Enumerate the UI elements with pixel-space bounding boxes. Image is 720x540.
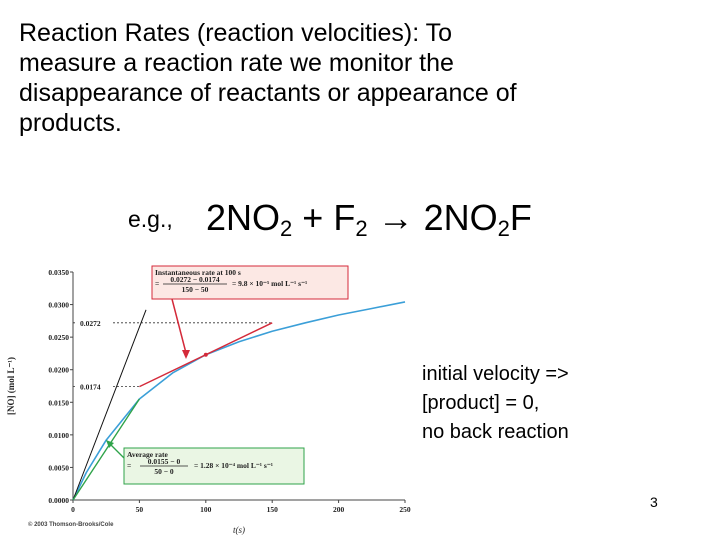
plus-sign: +	[292, 197, 334, 238]
reactant-1-subscript: 2	[280, 216, 293, 241]
y-tick-label: 0.0000	[48, 496, 69, 505]
y-tick-label: 0.0300	[48, 300, 69, 310]
average-rate-box-equals: =	[127, 461, 132, 470]
y-tick-label: 0.0150	[48, 398, 69, 408]
note-line: [product] = 0,	[422, 392, 540, 414]
reference-label: 0.0272	[80, 318, 101, 328]
average-rate-box-numerator: 0.0155 − 0	[147, 457, 181, 466]
concentration-time-figure	[0, 258, 411, 540]
y-tick-label: 0.0350	[48, 268, 69, 277]
x-tick-label: 200	[332, 505, 345, 514]
x-tick-label: 150	[266, 505, 278, 514]
reactant-1: 2NO	[206, 197, 281, 238]
slide-title	[19, 18, 709, 138]
y-tick-label: 0.0200	[48, 365, 69, 375]
product-end: F	[509, 197, 532, 238]
reactant-2: F	[333, 197, 356, 238]
y-axis-label: [NO] (mol L⁻¹)	[6, 357, 16, 415]
x-tick-label: 250	[399, 505, 411, 514]
product-subscript: 2	[497, 216, 510, 241]
y-tick-label: 0.0250	[48, 333, 69, 343]
copyright-notice: © 2003 Thomson-Brooks/Cole	[28, 522, 114, 528]
x-axis-label: t(s)	[233, 525, 245, 535]
average-rate-box-result: = 1.28 × 10⁻⁴ mol L⁻¹ s⁻¹	[194, 461, 274, 470]
reaction-equation	[206, 196, 532, 251]
page-number: 3	[650, 494, 658, 510]
y-tick-label: 0.0050	[48, 463, 69, 473]
title-line: Reaction Rates (reaction velocities): To	[19, 19, 453, 47]
y-tick-label: 0.0100	[48, 430, 69, 440]
example-label: e.g.,	[128, 206, 173, 232]
instantaneous-rate-box-result: = 9.8 × 10⁻⁵ mol L⁻¹ s⁻¹	[232, 279, 308, 288]
instantaneous-rate-box-denominator: 150 − 50	[181, 285, 209, 294]
title-line: disappearance of reactants or appearance of	[19, 79, 517, 107]
x-tick-label: 100	[200, 505, 212, 514]
note-line: no back reaction	[422, 421, 569, 443]
instantaneous-rate-box-heading: Instantaneous rate at 100 s	[155, 268, 241, 277]
reactant-2-subscript: 2	[355, 216, 368, 241]
title-line: products.	[19, 109, 122, 137]
product: 2NO	[423, 197, 498, 238]
average-rate-box-heading: Average rate	[127, 450, 168, 459]
instantaneous-rate-box-numerator: 0.0272 − 0.0174	[170, 275, 220, 284]
note-line: initial velocity =>	[422, 363, 569, 385]
tangent-point	[204, 353, 208, 357]
reference-label: 0.0174	[80, 382, 101, 392]
title-line: measure a reaction rate we monitor the	[19, 49, 454, 77]
instantaneous-rate-box-equals: =	[155, 279, 160, 288]
reaction-arrow: →	[367, 197, 424, 238]
x-tick-label: 0	[71, 505, 75, 514]
average-rate-box-denominator: 50 − 0	[154, 467, 174, 476]
x-tick-label: 50	[135, 505, 144, 514]
side-note	[422, 360, 569, 447]
